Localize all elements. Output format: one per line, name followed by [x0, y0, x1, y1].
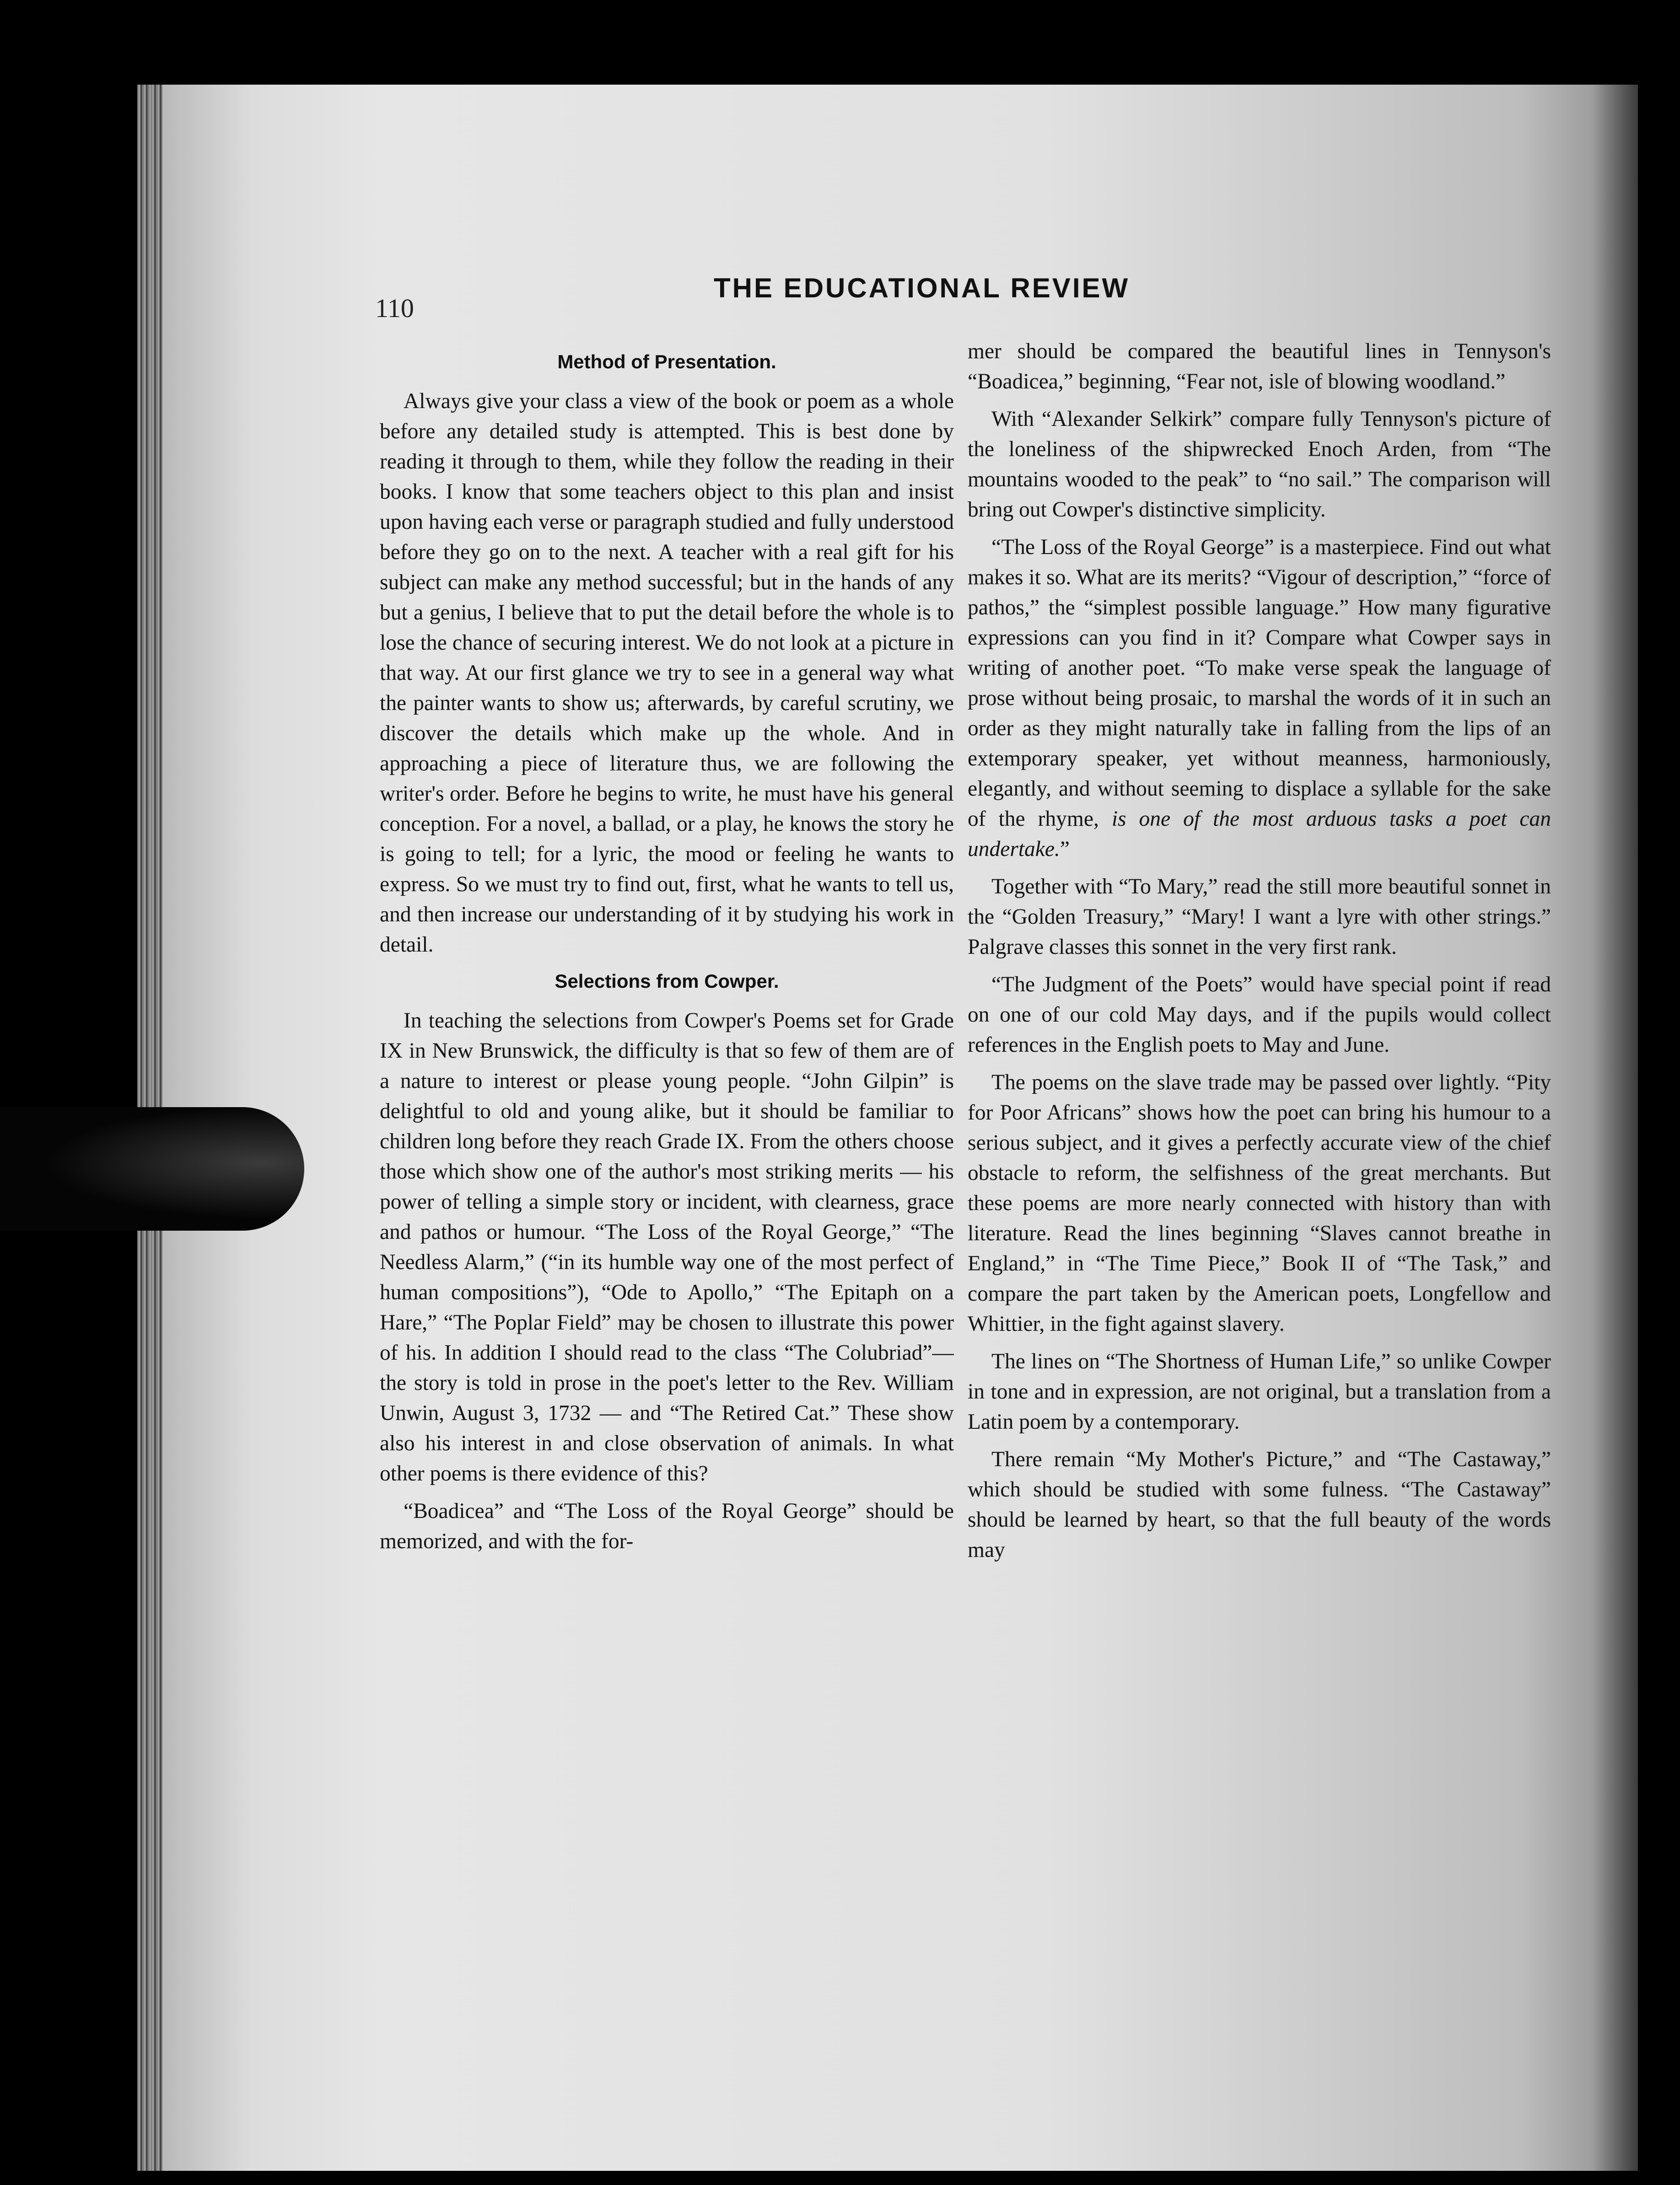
paragraph: “The Judgment of the Poets” would have special point if read on one of our cold May days, and if the pupils would collect references in the English poets to May and June. [968, 973, 1551, 1057]
paragraph-text: “The Loss of the Royal George” is a masterpiece. Find out what makes it so. What are its merits? “Vigour of description,” “force of pathos,” the “simplest possible language.” How many figurative expressions can you find in it? Compare what Cowper says in writing of another poet. “To make verse speak the language of prose without being prosaic, to marshal the words of it in such an order as they might naturally take in falling from the lips of an extemporary speaker, yet without meanness, harmoniously, elegantly, and without seeming to displace a syllable for the sake of the rhyme, [968, 535, 1551, 831]
section-heading: Selections from Cowper. [555, 970, 779, 992]
page-gutter-shadow [1592, 85, 1680, 2171]
paragraph: The poems on the slave trade may be passed over lightly. “Pity for Poor Africans” shows how the poet can bring his humour to a serious subject, and it gives a perfectly accurate view of the chief obstacle to reform, the selfishness of the great merchants. But these poems are more nearly connected with history than with literature. Read the lines beginning “Slaves cannot breathe in England,” in “The Time Piece,” Book II of “The Task,” and compare the part taken by the American poets, Longfellow and Whittier, in the fight against slavery. [968, 1071, 1551, 1336]
paragraph: There remain “My Mother's Picture,” and “The Castaway,” which should be studied with some fulness. “The Castaway” should be learned by heart, so that the full beauty of the words may [968, 1448, 1551, 1562]
paragraph: Always give your class a view of the book or poem as a whole before any detailed study is attempted. This is best done by reading it through to them, while they follow the reading in their books. I know that some teachers object to this plan and insist upon having each verse or paragraph studied and fully understood before they go on to the next. A teacher with a real gift for his subject can make any method successful; but in the hands of any but a genius, I believe that to put the detail before the whole is to lose the chance of securing interest. We do not look at a picture in that way. At our first glance we try to see in a general way what the painter wants to show us; afterwards, by careful scrutiny, we discover the details which make up the whole. And in approaching a piece of literature thus, we are following the writer's order. Before he begins to write, he must have his general conception. For a novel, a ballad, or a play, he knows the story he is going to tell; for a lyric, the mood or feeling he wants to express. So we must try to find out, first, what he wants to tell us, and then increase our understanding of it by studying his work in detail. [380, 389, 954, 957]
paragraph: The lines on “The Shortness of Human Life,” so unlike Cowper in tone and in expression, are not original, but a translation from a Latin poem by a contemporary. [968, 1350, 1551, 1434]
paragraph [968, 532, 1551, 864]
running-head: THE EDUCATIONAL REVIEW [714, 273, 1130, 303]
italic-quote: is one of the most arduous tasks a poet can undertake. [968, 807, 1551, 861]
paragraph: mer should be compared the beautiful lines in Tennyson's “Boadicea,” beginning, “Fear not, isle of blowing woodland.” [968, 339, 1551, 393]
left-column [380, 348, 954, 1885]
paragraph: “Boadicea” and “The Loss of the Royal George” should be memorized, and with the for- [380, 1499, 954, 1553]
right-column [968, 336, 1551, 1873]
paragraph: With “Alexander Selkirk” compare fully Tennyson's picture of the loneliness of the shipwrecked Enoch Arden, from “The mountains wooded to the peak” to “no sail.” The comparison will bring out Cowper's distinctive simplicity. [968, 407, 1551, 522]
section-heading: Method of Presentation. [557, 351, 776, 372]
bookmark-shadow [0, 1107, 304, 1231]
page-number: 110 [375, 293, 414, 323]
closing-quote: ” [1060, 837, 1070, 861]
paragraph: In teaching the selections from Cowper's Poems set for Grade IX in New Brunswick, the difficulty is that so few of them are of a nature to interest or please young people. “John Gilpin” is delightful to old and young alike, but it should be familiar to children long before they reach Grade IX. From the others choose those which show one of the author's most striking merits — his power of telling a simple story or incident, with clearness, grace and pathos or humour. “The Loss of the Royal George,” “The Needless Alarm,” (“in its humble way one of the most perfect of human compositions”), “Ode to Apollo,” “The Epitaph on a Hare,” “The Poplar Field” may be chosen to illustrate this power of his. In addition I should read to the class “The Colubriad”— the story is told in prose in the poet's letter to the Rev. William Unwin, August 3, 1732 — and “The Retired Cat.” These show also his interest in and close observation of animals. In what other poems is there evidence of this? [380, 1009, 954, 1485]
paragraph: Together with “To Mary,” read the still more beautiful sonnet in the “Golden Treasury,” “Mary! I want a lyre with other strings.” Palgrave classes this sonnet in the very first rank. [968, 875, 1551, 959]
